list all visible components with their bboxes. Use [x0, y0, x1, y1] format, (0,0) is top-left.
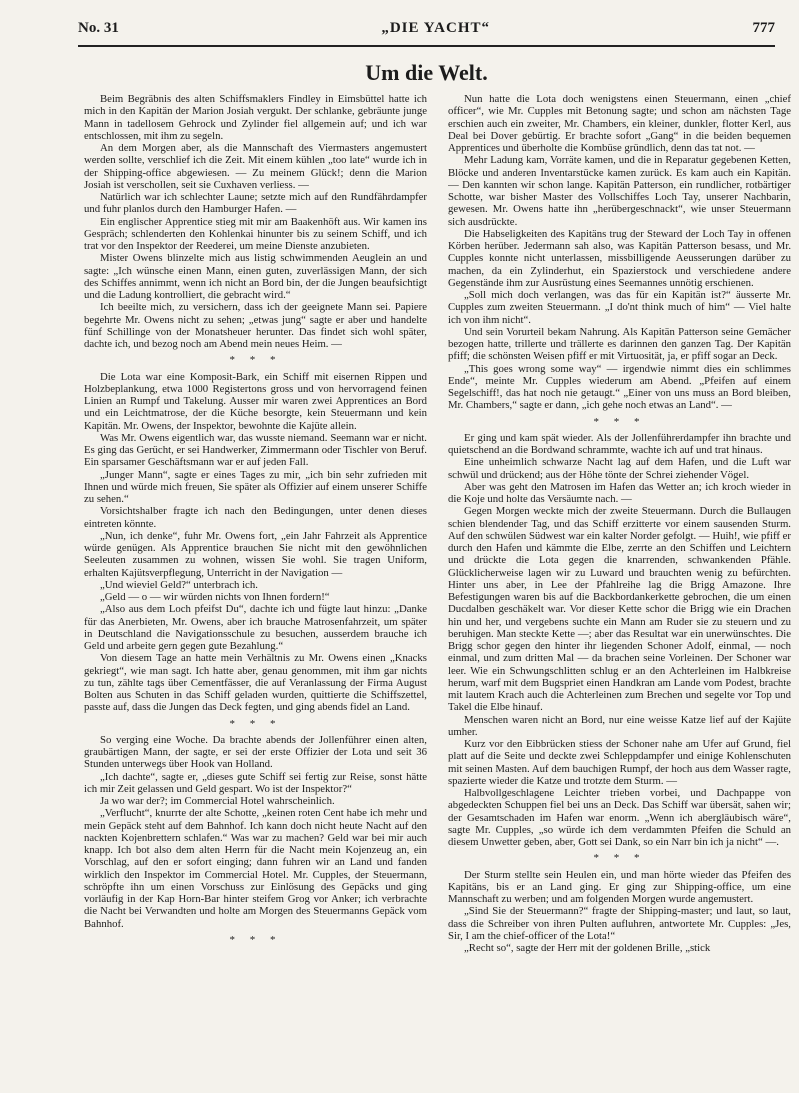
paragraph: „Und wieviel Geld?“ unterbrach ich. — [100, 578, 258, 591]
paragraph: Natürlich war ich schlechter Laune; setzte mich auf den Rundfährdampfer und fuhr planlos durch den Hamburger Hafen. — — [84, 191, 427, 216]
page-header — [78, 20, 775, 42]
paragraph: Mehr Ladung kam, Vorräte kamen, und die in Reparatur gegebenen Ketten, Blöcke und anderen Inventarstücke kamen zurück. Es kam auch ein Kapitän. — Den kannten wir schon lange. Kapitän Patterson, ein rundlicher, rotbärtiger Schotte, war bisher Master des Vollschiffes Loch Tay, unserer Nachbarin, gewesen. Mr. Owens hatte ihn „herübergeschnackt“, wie unser Steuermann sich ausdrückte. — [448, 154, 791, 228]
paragraph: Der Sturm stellte sein Heulen ein, und man hörte wieder das Pfeifen des Kapitäns, bis er an Land ging. Er ging zur Shipping-office, um eine Mannschaft zu werben; und am folgenden Morgen wurde angemustert. — [448, 868, 791, 905]
section-divider-stars: * * * — [593, 852, 646, 865]
issue-number: No. 31 — [78, 20, 119, 36]
paragraph: Was Mr. Owens eigentlich war, das wusste niemand. Seemann war er nicht. Es ging das Gerücht, er sei Handwerker, Zimmermann oder Tischler von Beruf. Ein sparsamer Geschäftsmann war er auf jeden Fall. — [84, 431, 427, 469]
paragraph: So verging eine Woche. Da brachte abends der Jollenführer einen alten, graubärtigen Mann, der sagte, er sei der erste Offizier der Lota und seit 36 Stunden unterwegs über Hook van Holland. — [84, 733, 427, 771]
paragraph: „Sind Sie der Steuermann?“ fragte der Shipping-master; und laut, so laut, dass die Schreiber von ihren Pulten aufluhren, antwortete Mr. Cupples: „Jes, Sir, I am the chief-officer of the Lota!“ — [448, 905, 791, 942]
paragraph: Eine unheimlich schwarze Nacht lag auf dem Hafen, und die Luft war schwül und drückend; aus der Höhe tönte der Schrei ziehender Vögel. — [448, 456, 791, 481]
paragraph: Menschen waren nicht an Bord, nur eine weisse Katze lief auf der Kajüte umher. — [448, 713, 791, 738]
paragraph: An dem Morgen aber, als die Mannschaft des Viermasters angemustert werden sollte, verschlief ich die Zeit. Mit einem kühlen „too late“ wurde ich in der Shipping-office abgewiesen. — Zu meinem Glück!; denn die Marion Josiah ist verschollen, seit sie Cuxhaven verliess. — — [84, 142, 427, 191]
section-divider-stars: * * * — [229, 933, 282, 946]
section-divider-stars: * * * — [229, 717, 282, 730]
section-divider-stars: * * * — [229, 354, 282, 367]
right-column — [448, 93, 791, 1078]
paragraph: Aber was geht den Matrosen im Hafen das Wetter an; ich kroch wieder in die Koje und holte das Versäumte nach. — — [448, 480, 791, 505]
paragraph: „Soll mich doch verlangen, was das für ein Kapitän ist?“ äusserte Mr. Cupples zum zweiten Steuermann. „I do'nt think much of him“ — Viel halte ich von ihm nicht“. — [448, 289, 791, 326]
paragraph: Nun hatte die Lota doch wenigstens einen Steuermann, einen „chief officer“, wie Mr. Cupples mit Betonung sagte; und schon am nächsten Tage erschien auch ein zweiter, Mr. Chambers, ein kleiner, dunkler, flotter Kerl, aus Deal bei Dover gebürtig. Er brachte sofort „Gang“ in die beiden bequemen Apprentices und überholte die Kombüse gründlich, denn das tat not. — — [448, 93, 791, 154]
paragraph: Die Lota war eine Komposit-Bark, ein Schiff mit eisernen Rippen und Holzbeplankung, etwa 1000 Registertons gross und von hervorragend feinen Linien an Rumpf und Takelung. Ausser mir waren zwei Apprentices an Bord und ein Leichtmatrose, der die Küche besorgte, kein Steuermann und kein Kapitän. Mr. Owens, der Inspektor, bewohnte die Kajüte allein. — [84, 370, 427, 432]
paragraph: „Geld — o — wir würden nichts von Ihnen fordern!“ — [100, 591, 330, 603]
paragraph: „Nun, ich denke“, fuhr Mr. Owens fort, „ein Jahr Fahrzeit als Apprentice würde genügen. Als Apprentice brauchen Sie nicht mit den gewöhnlichen Seeleuten zusammen zu wohnen, wissen Sie wohl. Sie tragen Uniform, erhalten Kajütsverpflegung, Unterricht in der Navigation — — [84, 529, 427, 579]
header-rule — [78, 45, 775, 47]
paragraph: Die Habseligkeiten des Kapitäns trug der Steward der Loch Tay in offenen Körben herüber. Jedermann sah also, was Kapitän Patterson besass, und Mr. Cupples konnte nicht unterlassen, missbilligende Aeusserungen darüber zu machen, da ein Zylinderhut, ein Spazierstock und verschiedene andere Gegenstände ihm zur Ausrüstung eines Seemannes unnötig erschienen. — [448, 227, 791, 289]
paragraph: Gegen Morgen weckte mich der zweite Steuermann. Durch die Bullaugen schien blendender Tag, und das Schiff erzitterte vor einem sausenden Sturm. Auf den schwülen Südwest war ein kalter Norder gefolgt. — Huih!, wie pfiff er durch den Hafen und kämmte die Elbe, zerrte an den Schiffen und Leichtern und drückte die Lota gegen die knarrenden, schwankenden Pfähle. Glücklicherweise lagen wir zu Luward und brauchten wenig zu befürchten. Hinter uns aber, in Lee der Pfahlreihe lag die Brigg Amazone. Ihre Befestigungen waren bis auf die Backbordankerkette gebrochen, die um einen Ducdalben geschäkelt war. Vor dieser Kette schor die Brigg wie ein Drachen hin und her, und vergebens suchte ein Mann am Ruder sie zu steuern und zu beruhigen. Man steckte Kette —; aber das Resultat war ein unerwünschtes. Die Brigg schor gegen den hinter ihr liegenden Schoner Adolf, einmal, — noch einmal, und zum dritten Mal — da brachen seine Vorleinen. Der Schoner war leer. Wie ein Schwungschlitten schlug er an den Achterleinen im Halbkreise herum, warf mit dem Bugspriet einen Handkran am Lande vom Podest, brachte mit lautem Krach auch die Achterleinen zum Brechen und segelte vor Top und Takel die Elbe hinauf. — [448, 505, 791, 714]
paragraph: „Recht so“, sagte der Herr mit der goldenen Brille, „stick — [464, 942, 711, 954]
paragraph: Beim Begräbnis des alten Schiffsmaklers Findley in Eimsbüttel hatte ich mich in den Kapitän der Marion Josiah vergukt. Der schlanke, gebräunte junge Mann in tadellosem Gehrock und Zylinder fiel allgemein auf; und ich war entschlossen, mit ihm zu segeln. — [84, 93, 427, 142]
section-divider-stars: * * * — [593, 415, 646, 428]
paragraph: Von diesem Tage an hatte mein Verhältnis zu Mr. Owens einen „Knacks gekriegt“, wie man sagt. Ich hatte aber, genau genommen, mit ihm gar nichts zu tun, zählte tags über Cementfässer, die auf Veranlassung der Firma August Bolten aus Schuten in das Schiff geladen wurden, quittierte die Schiffszettel, passte auf, dass die Jungen das Deck fegten, und ging abends fidel an Land. — [84, 652, 427, 714]
paragraph: „Verflucht“, knurrte der alte Schotte, „keinen roten Cent habe ich mehr und mein Gepäck steht auf dem Bahnhof. Ich kann doch nicht heute Nacht auf den nackten Kojenbrettern schlafen.“ Was war zu machen? Geld war bei mir auch knapp. Ich bot also dem alten Herrn für die Nacht mein Kojenzeug an, ein Vorschlag, auf den er sofort einging; dann fuhren wir an Land und fanden wirklich den Inspektor im Commercial Hotel. Mr. Cupples, der Steuermann, schröpfte ihn um einen Vorschuss zur Einlösung des Gepäcks und ging vorläufig in der Kap Horn-Bar hinter steifem Grog vor Anker; ich verbrachte die Nacht bei Verwandten und holte am Morgen des Steuermanns Gepäck vom Bahnhof. — [84, 807, 427, 930]
article-title: Um die Welt. — [365, 60, 488, 85]
paragraph: Halbvollgeschlagene Leichter trieben vorbei, und Dachpappe von abgedeckten Schuppen fiel bei uns an Deck. Das Schiff war übersät, sahen wir; der Gesamtschaden im Hafen war enorm. „Wenn ich abergläubisch wäre“, sagte Mr. Cupples, „so würde ich dem verdammten Pfeifen die Schuld an diesem Unwetter geben, aber, Gott sei Dank, so ein Narr bin ich ja nicht“ —. — [448, 787, 791, 848]
paragraph: Er ging und kam spät wieder. Als der Jollenführerdampfer ihn brachte und quietschend an die Bordwand schrammte, wachte ich auf und trat hinaus. — [448, 431, 791, 456]
paragraph: Und sein Vorurteil bekam Nahrung. Als Kapitän Patterson seine Gemächer bezogen hatte, trillerte und trällerte es darinnen den ganzen Tag. Der Kapitän pfiff; die schönsten Weisen pfiff er mit Virtuosität, ja, er pfiff sogar an Deck. — [448, 325, 791, 363]
paragraph: „Junger Mann“, sagte er eines Tages zu mir, „ich bin sehr zufrieden mit Ihnen und würde mich freuen, Sie später als Offizier auf einem unserer Schiffe zu sehen.“ — [84, 468, 427, 505]
paragraph: „Also aus dem Loch pfeifst Du“, dachte ich und fügte laut hinzu: „Danke für das Anerbieten, Mr. Owens, aber ich brauche Matrosenfahrzeit, um später in Deutschland die Navigationsschule zu besuchen, ausserdem brauche ich Geld und arbeite gern gegen gute Bezahlung.“ — [84, 603, 427, 652]
paragraph: Ich beeilte mich, zu versichern, dass ich der geeignete Mann sei. Papiere begehrte Mr. Owens nicht zu sehen; „etwas jung“ sagte er aber und handelte fünf Schillinge von der Monatsheuer herunter. Das findet sich wohl später, dachte ich, und bezog noch am Abend mein neues Heim. — — [84, 301, 427, 350]
magazine-title: „DIE YACHT“ — [381, 20, 490, 36]
left-column — [84, 93, 427, 1078]
paragraph: Ein englischer Apprentice stieg mit mir am Baakenhöft aus. Wir kamen ins Gespräch; schlenderten den Kohlenkai hinunter bis zu seinem Schiff, und ich trat vor den Inspektor der Reederei, um meine Dienste anzubieten. — [84, 215, 427, 252]
paragraph: „Ich dachte“, sagte er, „dieses gute Schiff sei fertig zur Reise, sonst hätte ich mir Zeit gelassen und Geld gespart. Wo ist der Inspektor?“ — [84, 770, 427, 795]
page-number: 777 — [752, 20, 775, 36]
paragraph: „This goes wrong some way“ — irgendwie nimmt dies ein schlimmes Ende“, meinte Mr. Cupples wiederum am Abend. „Pfeifen auf einem Segelschiff!, das hat noch nie getaugt.“ „Einer von uns muss an Bord bleiben, Mr. Chambers,“ sagte er dann, „ich gehe noch etwas an Land“. — — [448, 362, 791, 412]
paragraph: Ja wo war der?; im Commercial Hotel wahrscheinlich. — [100, 795, 335, 807]
paragraph: Mister Owens blinzelte mich aus listig schwimmenden Aeuglein an und sagte: „Ich wünsche einen Mann, einen guten, zuverlässigen Mann, der sich des Schiffes annimmt, wenn ich nicht an Bord bin, der die Jungen beaufsichtigt und die Ladung kontrolliert, die gebracht wird.“ — [84, 252, 427, 301]
paragraph: Kurz vor den Eibbrücken stiess der Schoner nahe am Ufer auf Grund, fiel platt auf die Seite und deckte zwei Schleppdampfer und einige Kohlenschuten mit seinen Masten. Auf dem bauchigen Rumpf, der hoch aus dem Wasser ragte, spazierte wieder die Katze und trotzte dem Sturm. — — [448, 738, 791, 787]
paragraph: Vorsichtshalber fragte ich nach den Bedingungen, unter denen dieses eintreten könnte. — [84, 505, 427, 530]
